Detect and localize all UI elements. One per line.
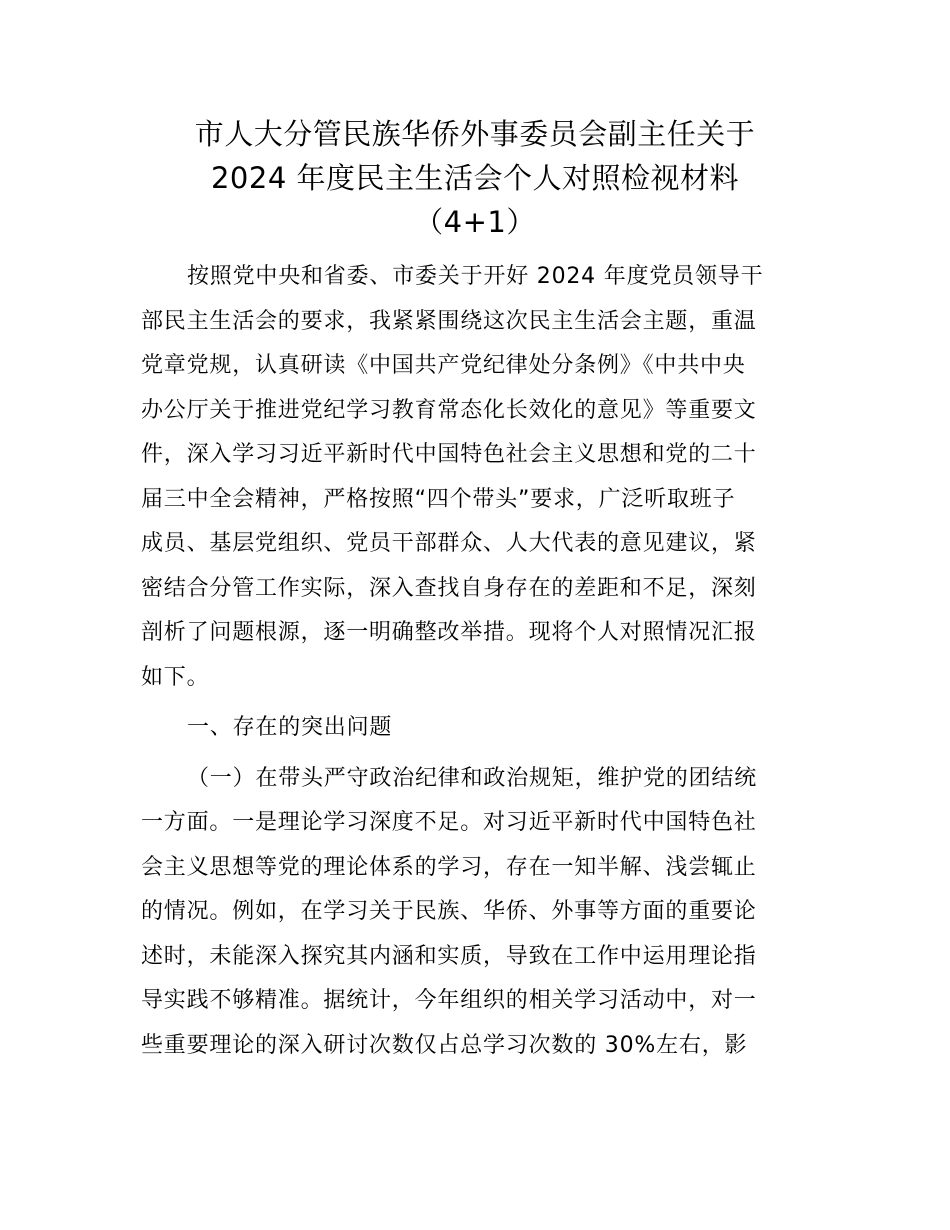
text-line: 办公厅关于推进党纪学习教育常态化长效化的意见》等重要文 — [141, 397, 757, 423]
text-line: 部民主生活会的要求，我紧紧围绕这次民主生活会主题，重温 — [141, 308, 757, 334]
text-line: 密结合分管工作实际，深入查找自身存在的差距和不足，深刻 — [141, 575, 757, 601]
text-line: 些重要理论的深入研讨次数仅占总学习次数的 30%左右，影 — [141, 1032, 748, 1058]
paragraph-problems — [141, 757, 813, 1069]
text-line: 如下。 — [141, 664, 210, 690]
text-line: 届三中全会精神，严格按照“四个带头”要求，广泛听取班子 — [141, 486, 736, 512]
document-body — [141, 255, 813, 1068]
text-line: 导实践不够精准。据统计，今年组织的相关学习活动中，对一 — [141, 988, 757, 1013]
text-line: （一）在带头严守政治纪律和政治规矩，维护党的团结统 — [187, 765, 758, 791]
title-line-3: （4+1） — [414, 205, 536, 239]
title-line-2: 2024 年度民主生活会个人对照检视材料 — [210, 161, 740, 195]
text-line: 成员、基层党组织、党员干部群众、人大代表的意见建议，紧 — [141, 531, 757, 556]
section-heading: 一、存在的突出问题 — [187, 715, 393, 740]
paragraph-intro — [141, 255, 813, 700]
text-line: 述时，未能深入探究其内涵和实质，导致在工作中运用理论指 — [141, 943, 757, 969]
title-line-1: 市人大分管民族华侨外事委员会副主任关于 — [194, 117, 756, 151]
text-line: 一方面。一是理论学习深度不足。对习近平新时代中国特色社 — [141, 810, 757, 835]
text-line: 的情况。例如，在学习关于民族、华侨、外事等方面的重要论 — [141, 899, 757, 924]
document-title — [120, 112, 830, 244]
text-line: 党章党规，认真研读《中国共产党纪律处分条例》《中共中央 — [141, 353, 746, 378]
text-line: 会主义思想等党的理论体系的学习，存在一知半解、浅尝辄止 — [141, 854, 757, 880]
text-line: 按照党中央和省委、市委关于开好 2024 年度党员领导干 — [187, 264, 764, 289]
text-line: 件，深入学习习近平新时代中国特色社会主义思想和党的二十 — [141, 442, 757, 467]
text-line: 剖析了问题根源，逐一明确整改举措。现将个人对照情况汇报 — [141, 620, 757, 645]
